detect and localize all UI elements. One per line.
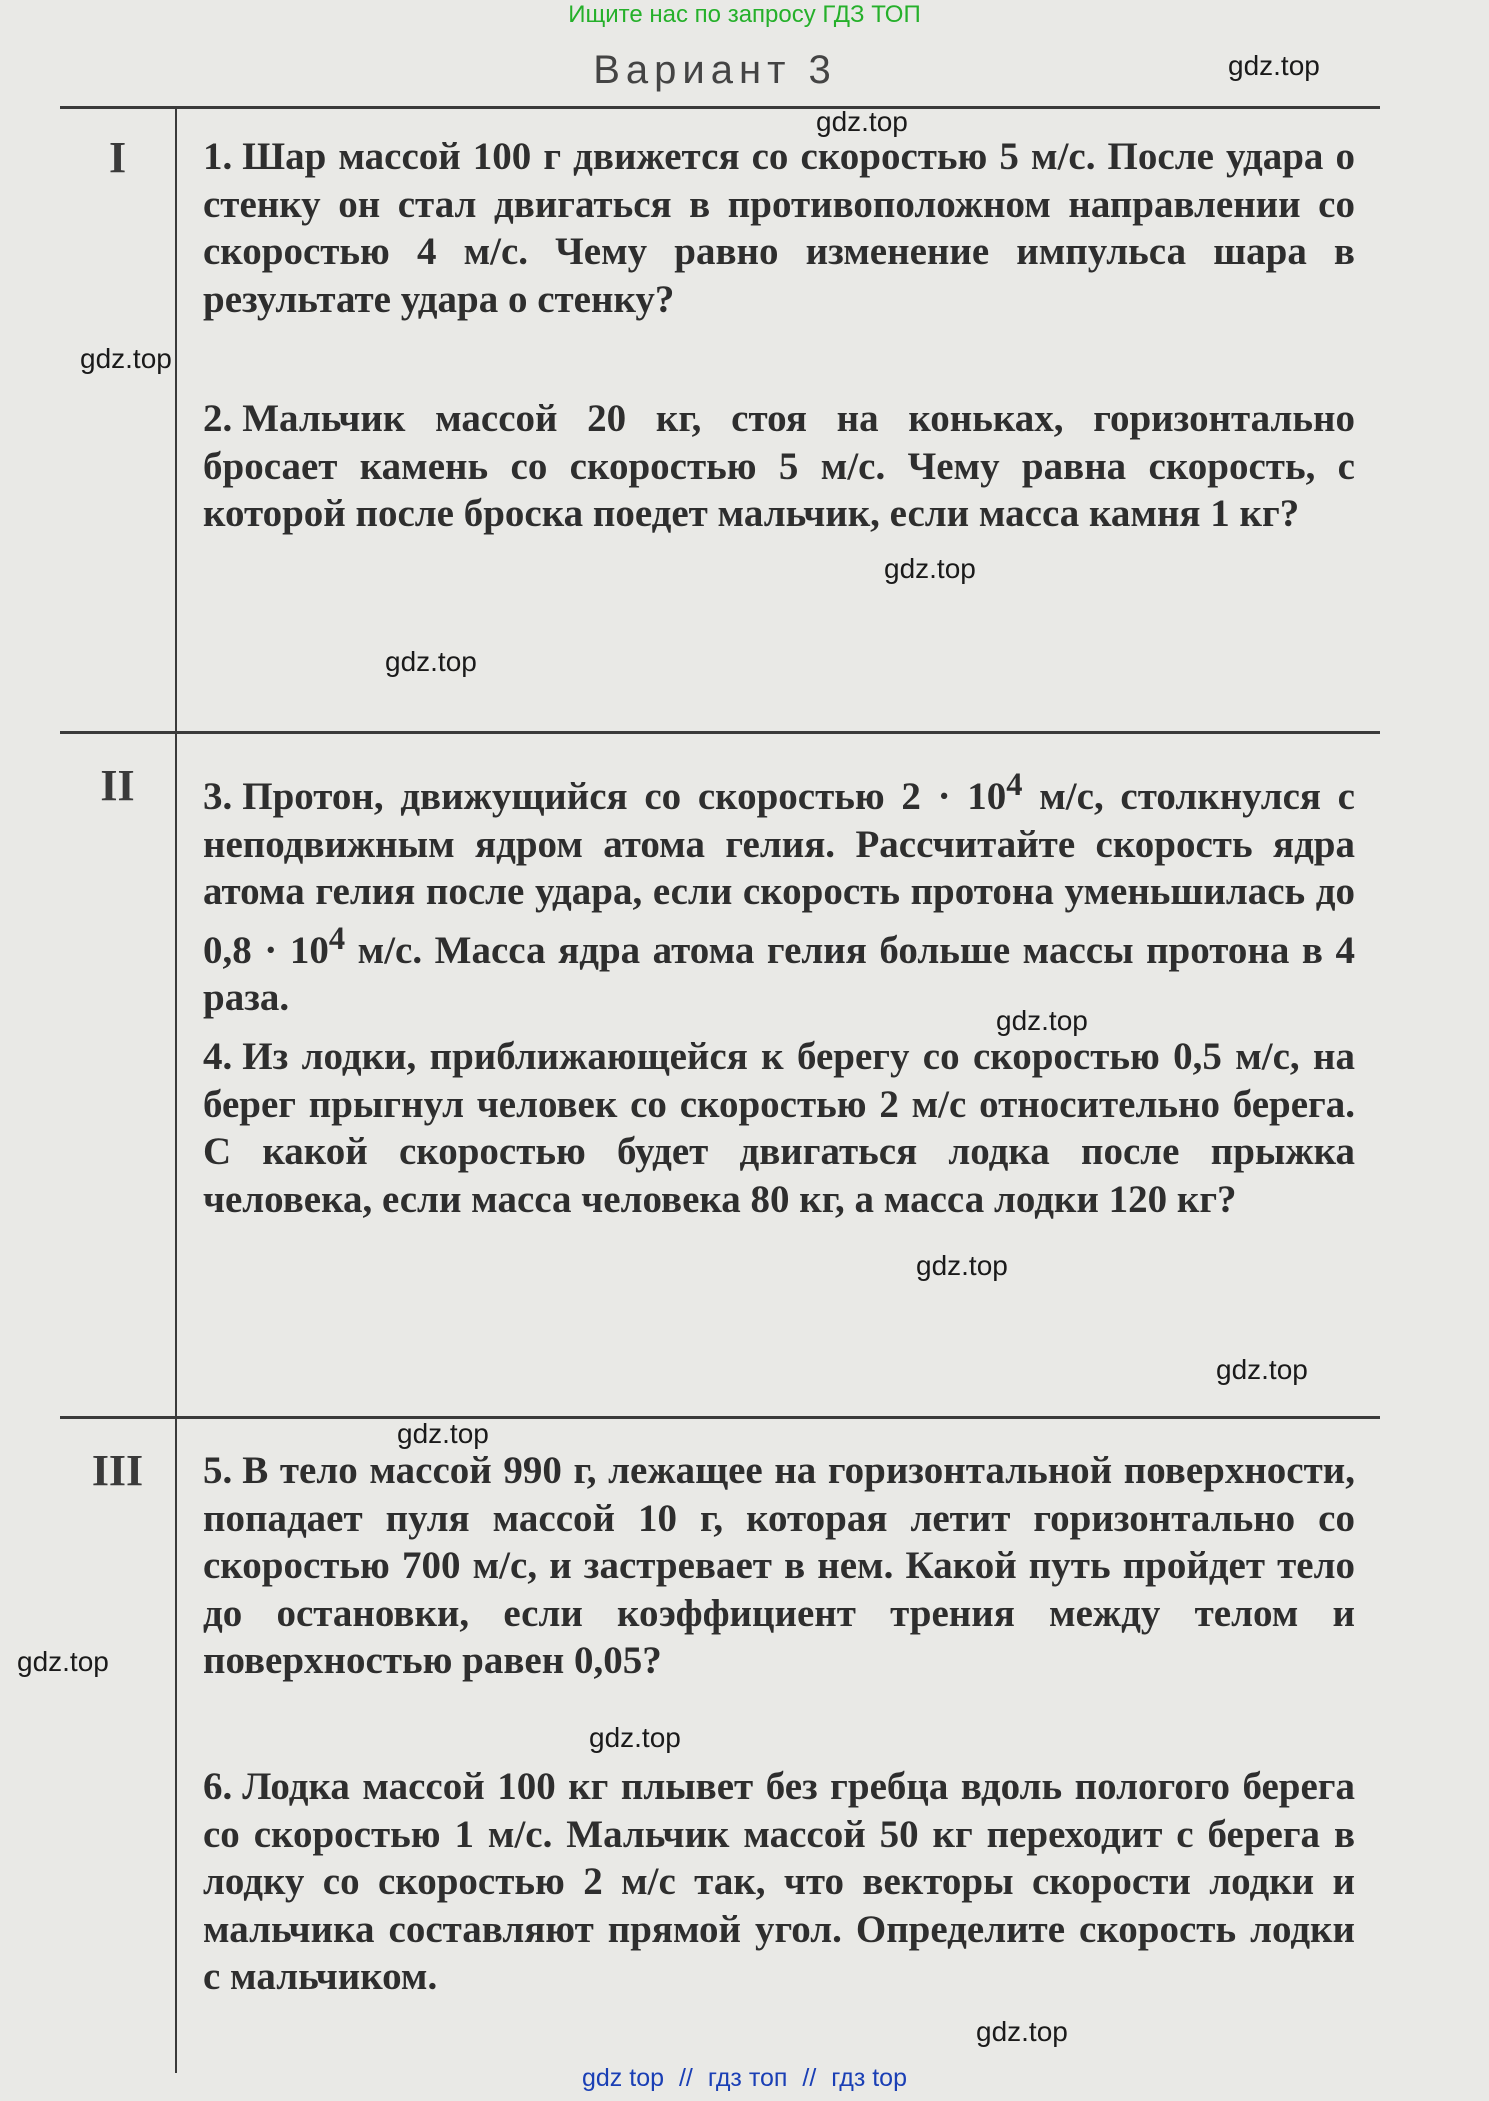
watermark: gdz.top: [816, 106, 908, 137]
watermark: gdz.top: [385, 646, 477, 677]
footer-separator: //: [802, 2064, 817, 2092]
task-text: Из лодки, приближающейся к берегу со скоростью 0,5 м/с, на берег прыгнул человек со скоростью 2 м/с относительно берега. С какой скоростью будет двигаться лодка после прыжка человека, если масса человека 80 кг, а масса лодки 120 кг?: [203, 1035, 1355, 1221]
watermark: gdz.top: [589, 1722, 681, 1753]
task-6: [203, 1763, 1355, 2001]
footer-link[interactable]: гдз топ: [707, 2064, 788, 2092]
footer-link[interactable]: gdz top: [582, 2064, 665, 2092]
watermark: gdz.top: [1216, 1354, 1308, 1385]
table-top-rule: [60, 106, 1380, 109]
watermark: gdz.top: [80, 343, 172, 374]
task-text: Шар массой 100 г движется со скоростью 5 м/с. После удара о стенку он стал двигаться в противоположном направлении со скоростью 4 м/с. Чему равно изменение импульса шара в результате удара о стенку?: [203, 135, 1355, 321]
section-divider-2: [60, 1416, 1380, 1419]
watermark: gdz.top: [996, 1005, 1088, 1036]
watermark: gdz.top: [1228, 50, 1320, 81]
task-5: [203, 1447, 1355, 1685]
exponent: 4: [1006, 767, 1023, 803]
task-text-part: Протон, движущийся со скоростью 2 · 10: [242, 775, 1007, 818]
watermark: gdz.top: [916, 1250, 1008, 1281]
level-label-1: I: [108, 133, 127, 182]
task-number: 5.: [203, 1449, 233, 1492]
task-number: 1.: [203, 135, 233, 178]
task-text: В тело массой 990 г, лежащее на горизонтальной поверхности, попадает пуля массой 10 г, которая летит горизонтально со скоростью 700 м/с, и застревает в нем. Какой путь пройдет тело до остановки, если коэффициент трения между телом и поверхностью равен 0,05?: [203, 1449, 1355, 1682]
level-label-2: II: [100, 761, 135, 810]
section-divider-1: [60, 731, 1380, 734]
task-text-part: м/с. Масса ядра атома гелия больше массы протона в 4 раза.: [203, 928, 1355, 1019]
task-text: Лодка массой 100 кг плывет без гребца вдоль пологого берега со скоростью 1 м/с. Мальчик массой 50 кг переходит с берега в лодку со скоростью 2 м/с так, что векторы скорости лодки и мальчика составляют прямой угол. Определите скорость лодки с мальчиком.: [203, 1765, 1355, 1998]
level-label-3: III: [91, 1446, 144, 1495]
task-text: Мальчик массой 20 кг, стоя на коньках, горизонтально бросает камень со скоростью 5 м/с. Чему равна скорость, с которой после броска поедет мальчик, если масса камня 1 кг?: [203, 397, 1355, 535]
footer-links: [0, 2064, 1489, 2093]
watermark: gdz.top: [17, 1646, 109, 1677]
task-2: [203, 395, 1355, 538]
watermark: gdz.top: [976, 2016, 1068, 2047]
task-number: 3.: [203, 775, 233, 818]
task-number: 6.: [203, 1765, 233, 1808]
task-number: 2.: [203, 397, 233, 440]
task-1: [203, 133, 1355, 323]
footer-link[interactable]: гдз top: [831, 2064, 907, 2092]
task-3: [203, 762, 1355, 1022]
exponent: 4: [328, 920, 346, 957]
task-4: [203, 1033, 1355, 1223]
variant-title: Вариант 3: [593, 48, 837, 92]
footer-separator: //: [678, 2064, 693, 2092]
task-number: 4.: [203, 1035, 233, 1078]
search-banner: Ищите нас по запросу ГДЗ ТОП: [568, 1, 921, 28]
level-column-rule: [175, 108, 177, 2073]
watermark: gdz.top: [884, 553, 976, 584]
task-text-part: м/с, столкнулся с неподвижным ядром атома гелия. Рассчитайте скорость ядра атома гелия после удара, если скорость протона уменьшилась до 0,8 · 10: [203, 775, 1355, 972]
watermark: gdz.top: [397, 1418, 489, 1449]
